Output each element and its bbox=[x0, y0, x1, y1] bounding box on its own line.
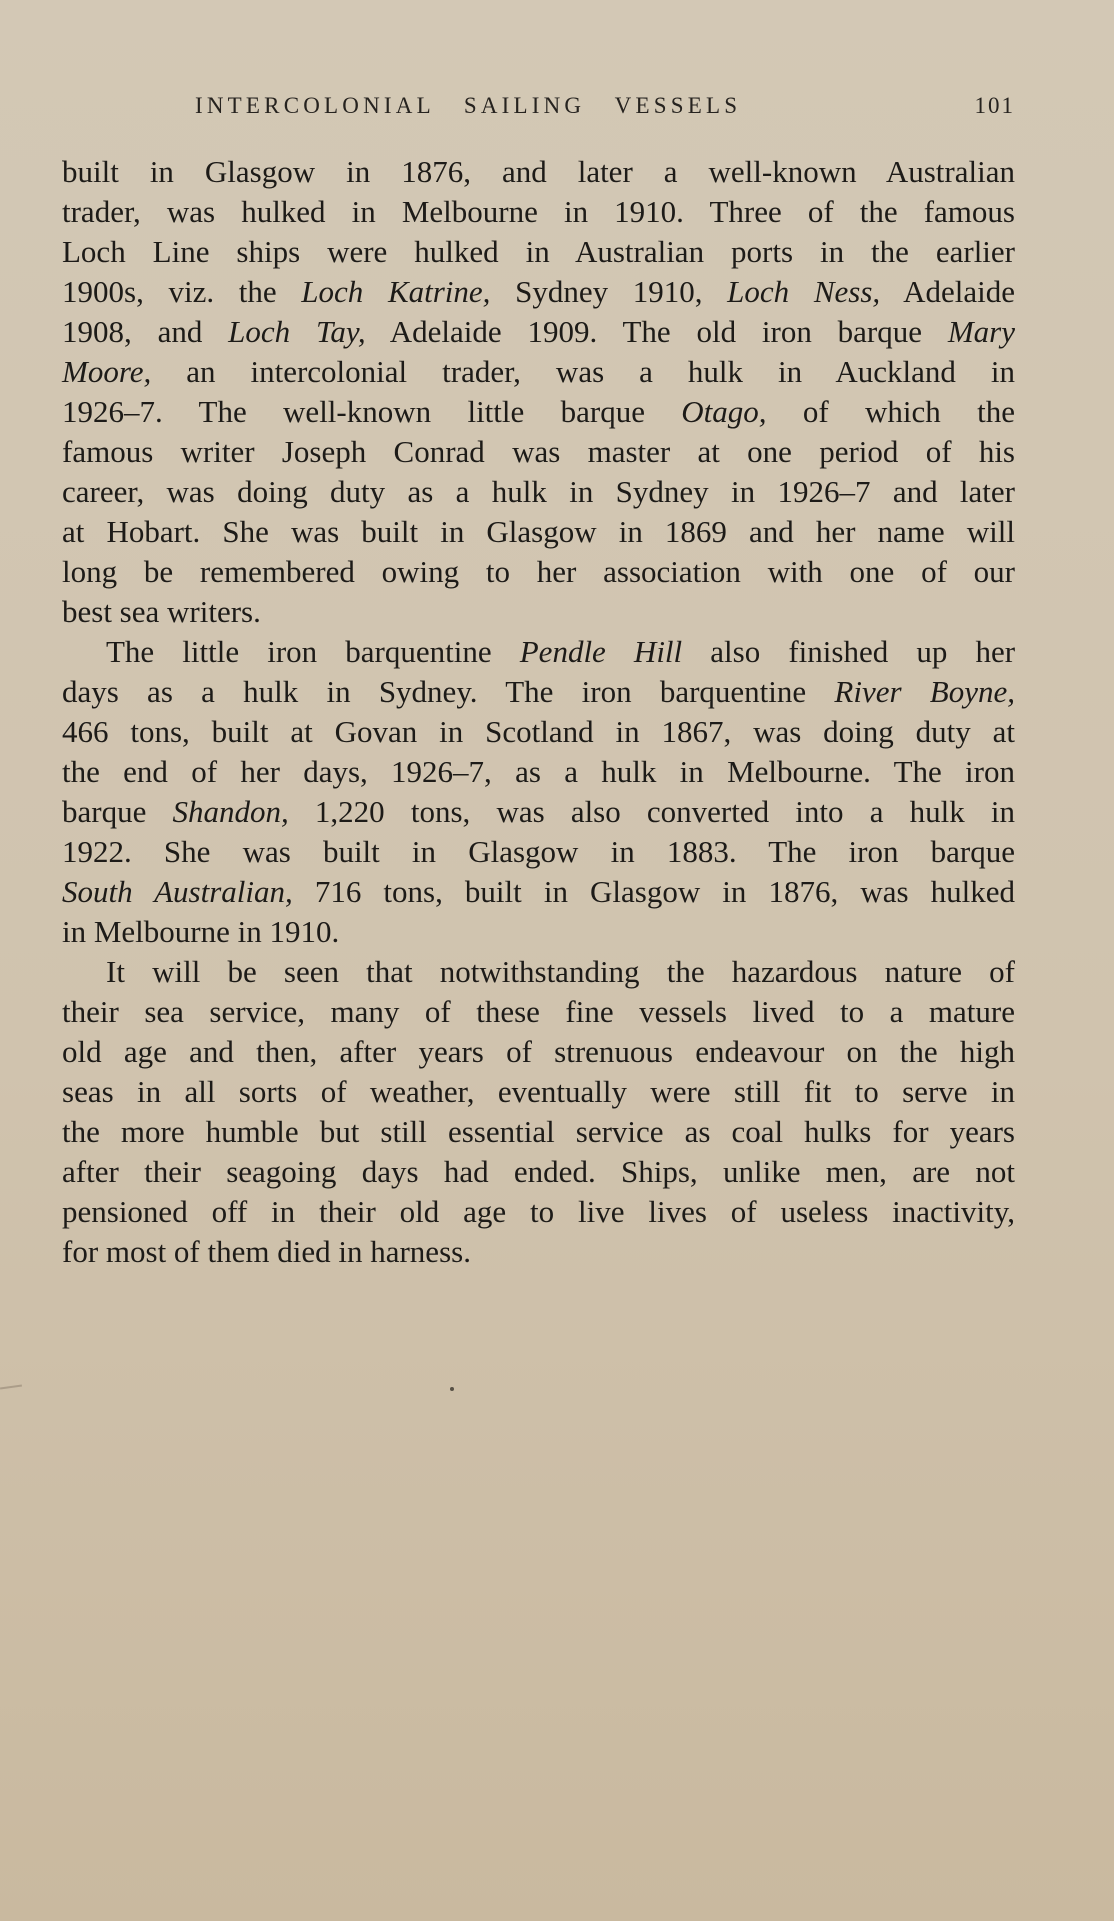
page-speck bbox=[450, 1387, 454, 1391]
text-run: old age and then, after years of strenuous endeavour on the high bbox=[62, 1034, 1015, 1069]
paragraph bbox=[62, 632, 1015, 952]
text-run: days as a hulk in Sydney. The iron barquentine bbox=[62, 674, 835, 709]
text-run: long be remembered owing to her association with one of our bbox=[62, 554, 1015, 589]
text-line bbox=[62, 792, 1015, 832]
text-run: for most of them died in harness. bbox=[62, 1234, 471, 1269]
text-run: best sea writers. bbox=[62, 594, 261, 629]
text-line bbox=[62, 1232, 1015, 1272]
text-line bbox=[62, 872, 1015, 912]
text-run: an intercolonial trader, was a hulk in Auckland in bbox=[151, 354, 1015, 389]
text-run: their sea service, many of these fine vessels lived to a mature bbox=[62, 994, 1015, 1029]
ship-name: Mary bbox=[947, 314, 1015, 349]
text-run: after their seagoing days had ended. Ships, unlike men, are not bbox=[62, 1154, 1015, 1189]
text-line bbox=[62, 232, 1015, 272]
text-run: of which the bbox=[766, 394, 1015, 429]
running-head-title: INTERCOLONIAL SAILING VESSELS bbox=[195, 93, 742, 118]
text-run: Sydney 1910, bbox=[490, 274, 728, 309]
text-run: career, was doing duty as a hulk in Sydney in 1926–7 and later bbox=[62, 474, 1015, 509]
text-run: Loch Line ships were hulked in Australian ports in the earlier bbox=[62, 234, 1015, 269]
text-run: 1922. She was built in Glasgow in 1883. The iron barque bbox=[62, 834, 1015, 869]
text-line bbox=[62, 752, 1015, 792]
ship-name: South Australian, bbox=[62, 874, 293, 909]
text-line bbox=[62, 272, 1015, 312]
running-head bbox=[195, 93, 1015, 123]
text-line bbox=[62, 312, 1015, 352]
text-line bbox=[62, 592, 1015, 632]
ship-name: Loch Ness, bbox=[727, 274, 881, 309]
ship-name: Loch Katrine, bbox=[301, 274, 491, 309]
text-line bbox=[62, 1192, 1015, 1232]
ship-name: Moore, bbox=[62, 354, 152, 389]
text-line bbox=[62, 1112, 1015, 1152]
page-number: 101 bbox=[974, 93, 1015, 118]
text-run: Adelaide 1909. The old iron barque bbox=[365, 314, 948, 349]
ship-name: Loch Tay, bbox=[228, 314, 366, 349]
text-line bbox=[62, 472, 1015, 512]
text-line bbox=[62, 152, 1015, 192]
text-line bbox=[62, 832, 1015, 872]
text-run: Adelaide bbox=[880, 274, 1015, 309]
text-run: also finished up her bbox=[682, 634, 1016, 669]
text-run: 1900s, viz. the bbox=[62, 274, 302, 309]
text-run: built in Glasgow in 1876, and later a well-known Australian bbox=[62, 154, 1015, 189]
ship-name: Otago, bbox=[681, 394, 767, 429]
text-line bbox=[62, 912, 1015, 952]
paragraph bbox=[62, 952, 1015, 1272]
text-line bbox=[62, 712, 1015, 752]
paragraph bbox=[62, 152, 1015, 632]
text-line bbox=[62, 1032, 1015, 1072]
text-line bbox=[62, 432, 1015, 472]
text-line bbox=[62, 1072, 1015, 1112]
text-run: 466 tons, built at Govan in Scotland in 1867, was doing duty at bbox=[62, 714, 1015, 749]
text-run: pensioned off in their old age to live lives of useless inactivity, bbox=[62, 1194, 1015, 1229]
text-run: the more humble but still essential service as coal hulks for years bbox=[62, 1114, 1015, 1149]
ship-name: River Boyne, bbox=[834, 674, 1015, 709]
text-run: seas in all sorts of weather, eventually were still fit to serve in bbox=[62, 1074, 1015, 1109]
text-line bbox=[62, 352, 1015, 392]
text-run: famous writer Joseph Conrad was master at one period of his bbox=[62, 434, 1015, 469]
page-crease-mark bbox=[0, 1384, 22, 1389]
text-run: trader, was hulked in Melbourne in 1910. Three of the famous bbox=[62, 194, 1015, 229]
text-line bbox=[62, 952, 1015, 992]
text-run: barque bbox=[62, 794, 173, 829]
text-line bbox=[62, 552, 1015, 592]
text-line bbox=[62, 512, 1015, 552]
text-run: in Melbourne in 1910. bbox=[62, 914, 340, 949]
text-run: the end of her days, 1926–7, as a hulk in Melbourne. The iron bbox=[62, 754, 1015, 789]
text-run: 1926–7. The well-known little barque bbox=[62, 394, 682, 429]
text-line bbox=[62, 632, 1015, 672]
ship-name: Shandon, bbox=[172, 794, 289, 829]
text-line bbox=[62, 1152, 1015, 1192]
text-run: 716 tons, built in Glasgow in 1876, was hulked bbox=[292, 874, 1015, 909]
ship-name: Pendle Hill bbox=[519, 634, 683, 669]
text-run: 1,220 tons, was also converted into a hulk in bbox=[288, 794, 1016, 829]
text-run: at Hobart. She was built in Glasgow in 1869 and her name will bbox=[62, 514, 1015, 549]
text-line bbox=[62, 192, 1015, 232]
text-line bbox=[62, 392, 1015, 432]
text-run: It will be seen that notwithstanding the hazardous nature of bbox=[106, 954, 1015, 989]
text-line bbox=[62, 672, 1015, 712]
body-text bbox=[62, 152, 1015, 1272]
text-line bbox=[62, 992, 1015, 1032]
text-run: 1908, and bbox=[62, 314, 229, 349]
text-run: The little iron barquentine bbox=[106, 634, 520, 669]
